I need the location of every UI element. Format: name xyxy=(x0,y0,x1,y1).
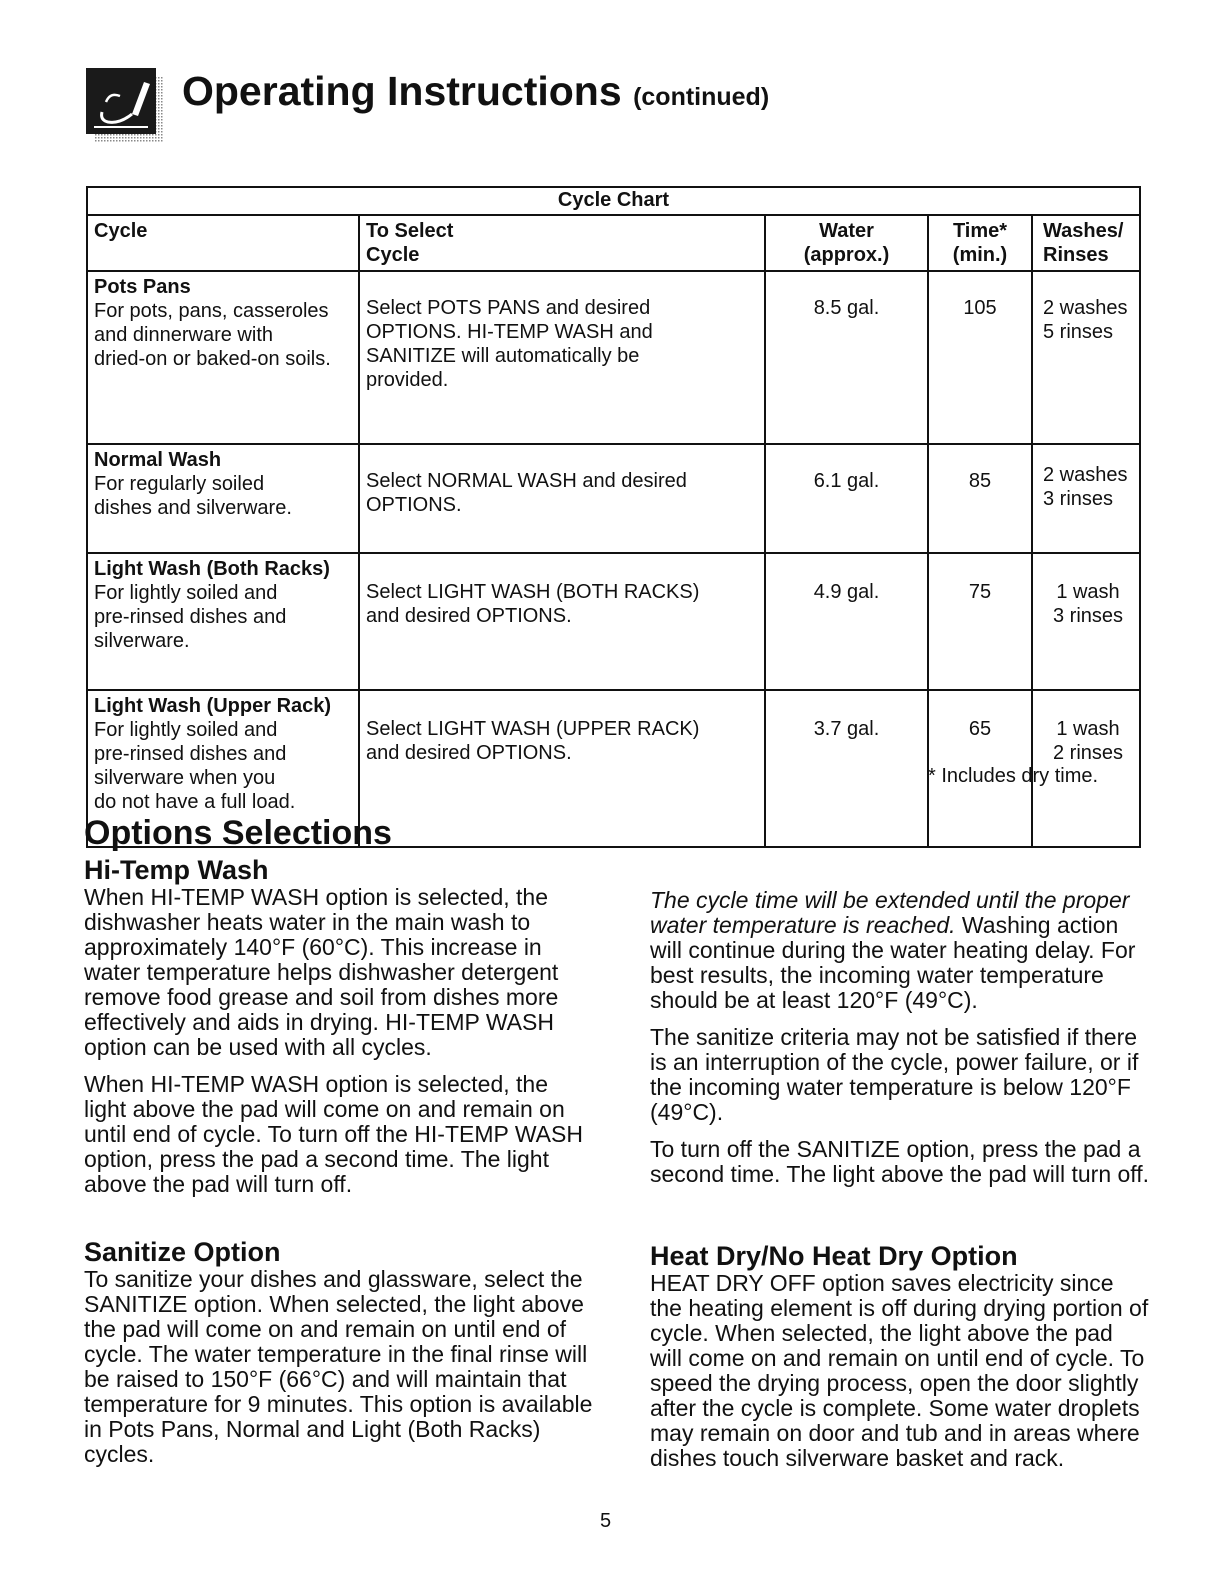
hitemp-paragraph-2: When HI-TEMP WASH option is selected, the light above the pad will come on and remain on until end of cycle. To turn off the HI-TEMP WASH option, press the pad a second time. The light above the pad will turn off. xyxy=(84,1071,583,1197)
heatdry-heading: Heat Dry/No Heat Dry Option xyxy=(650,1241,1018,1271)
table-footnote: * Includes dry time. xyxy=(928,765,1099,787)
page-title: Operating Instructions (continued) xyxy=(182,68,770,114)
table-row xyxy=(87,271,1140,444)
sanitize-paragraph: To sanitize your dishes and glassware, select the SANITIZE option. When selected, the light above the pad will come on and remain on until end of cycle. The water temperature in the final rinse will be raised to 150°F (66°C) and will maintain that temperature for 9 minutes. This option is available in Pots Pans, Normal and Light (Both Racks) cycles. xyxy=(84,1266,593,1467)
select-cell: Select POTS PANS and desired OPTIONS. HI-TEMP WASH and SANITIZE will automatically be provided. xyxy=(359,271,765,444)
cycle-cell: Pots Pans For pots, pans, casseroles and dinnerware with dried-on or baked-on soils. xyxy=(87,271,359,444)
section-title: Options Selections xyxy=(84,814,392,852)
table-row xyxy=(87,444,1140,553)
header-to-select: To Select Cycle xyxy=(359,215,765,271)
header-water: Water (approx.) xyxy=(765,215,928,271)
sanitize-criteria-paragraph: The sanitize criteria may not be satisfied if there is an interruption of the cycle, power failure, or if the incoming water temperature is below 120°F (49°C). xyxy=(650,1024,1139,1125)
sanitize-off-paragraph: To turn off the SANITIZE option, press the pad a second time. The light above the pad will turn off. xyxy=(650,1136,1150,1187)
select-cell: Select LIGHT WASH (UPPER RACK) and desired OPTIONS. xyxy=(359,690,765,847)
page-header xyxy=(86,60,986,150)
cycle-cell: Light Wash (Both Racks) For lightly soiled and pre-rinsed dishes and silverware. xyxy=(87,553,359,690)
washes-cell: 1 wash 3 rinses xyxy=(1032,553,1140,690)
sanitize-section xyxy=(84,1237,594,1479)
hitemp-heading: Hi-Temp Wash xyxy=(84,855,269,885)
select-cell: Select LIGHT WASH (BOTH RACKS) and desired OPTIONS. xyxy=(359,553,765,690)
heatdry-paragraph: HEAT DRY OFF option saves electricity since the heating element is off during drying portion of cycle. When selected, the light above the pad will come on and remain on until end of cycle. To speed the drying process, open the door slightly after the cycle is complete. Some water droplets may remain on door and tub and in areas where dishes touch silverware basket and rack. xyxy=(650,1270,1149,1471)
time-cell: 75 xyxy=(928,553,1032,690)
water-cell: 8.5 gal. xyxy=(765,271,928,444)
table-row xyxy=(87,553,1140,690)
pen-writing-icon xyxy=(86,68,164,142)
table-header-row xyxy=(87,215,1140,271)
time-cell: 65 xyxy=(928,690,1032,847)
washes-cell: 2 washes 5 rinses xyxy=(1032,271,1140,444)
header-cycle: Cycle xyxy=(87,215,359,271)
page-subtitle: (continued) xyxy=(633,83,770,111)
cycle-chart-table xyxy=(86,186,1141,848)
sanitize-heading: Sanitize Option xyxy=(84,1237,281,1267)
water-cell: 6.1 gal. xyxy=(765,444,928,553)
cycle-cell: Light Wash (Upper Rack) For lightly soiled and pre-rinsed dishes and silverware when you do not have a full load. xyxy=(87,690,359,847)
hitemp-continued-section xyxy=(650,888,1150,1199)
page-number: 5 xyxy=(600,1510,612,1532)
heatdry-section xyxy=(650,1241,1150,1483)
water-cell: 3.7 gal. xyxy=(765,690,928,847)
select-cell: Select NORMAL WASH and desired OPTIONS. xyxy=(359,444,765,553)
washes-cell: 1 wash 2 rinses xyxy=(1032,690,1140,847)
time-cell: 85 xyxy=(928,444,1032,553)
hitemp-section xyxy=(84,855,594,1209)
hitemp-paragraph-1: When HI-TEMP WASH option is selected, the dishwasher heats water in the main wash to approximately 140°F (60°C). This increase in water temperature helps dishwasher detergent remove food grease and soil from dishes more effectively and aids in drying. HI-TEMP WASH option can be used with all cycles. xyxy=(84,884,559,1060)
time-cell: 105 xyxy=(928,271,1032,444)
header-time: Time* (min.) xyxy=(928,215,1032,271)
header-washes: Washes/ Rinses xyxy=(1032,215,1140,271)
washes-cell: 2 washes 3 rinses xyxy=(1032,444,1140,553)
water-cell: 4.9 gal. xyxy=(765,553,928,690)
cycle-cell: Normal Wash For regularly soiled dishes and silverware. xyxy=(87,444,359,553)
hitemp-paragraph-3: The cycle time will be extended until the proper water temperature is reached. Washing action will continue during the water heating delay. For best results, the incoming water temperature should be at least 120°F (49°C). xyxy=(650,887,1136,1013)
table-title: Cycle Chart xyxy=(87,187,1140,215)
